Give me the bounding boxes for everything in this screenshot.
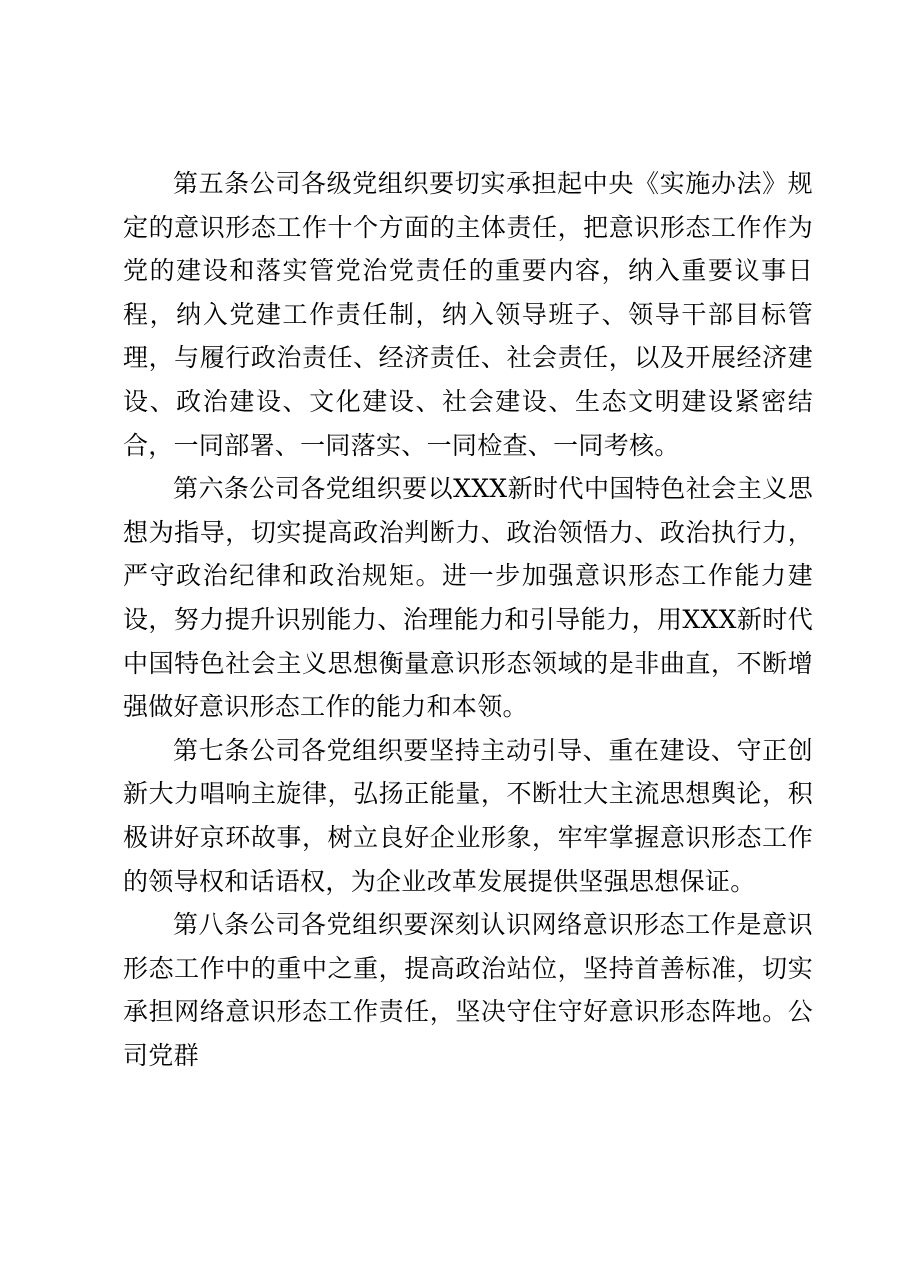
- paragraph-article-6: 第六条公司各党组织要以XXX新时代中国特色社会主义思想为指导，切实提高政治判断力、政治领悟力、政治执行力，严守政治纪律和政治规矩。进一步加强意识形态工作能力建设，努力提升识别能力、治理能力和引导能力，用XXX新时代中国特色社会主义思想衡量意识形态领域的是非曲直，不断增强做好意识形态工作的能力和本领。: [123, 474, 813, 722]
- paragraph-article-5: 第五条公司各级党组织要切实承担起中央《实施办法》规定的意识形态工作十个方面的主体责任，把意识形态工作作为党的建设和落实管党治党责任的重要内容，纳入重要议事日程，纳入党建工作责任制，纳入领导班子、领导干部目标管理，与履行政治责任、经济责任、社会责任，以及开展经济建设、政治建设、文化建设、社会建设、生态文明建设紧密结合，一同部署、一同落实、一同检查、一同考核。: [123, 169, 813, 460]
- paragraph-article-7: 第七条公司各党组织要坚持主动引导、重在建设、守正创新大力唱响主旋律，弘扬正能量，不断壮大主流思想舆论，积极讲好京环故事，树立良好企业形象，牢牢掌握意识形态工作的领导权和话语权，为企业改革发展提供坚强思想保证。: [123, 735, 813, 896]
- paragraph-article-8: 第八条公司各党组织要深刻认识网络意识形态工作是意识形态工作中的重中之重，提高政治站位，坚持首善标准，切实承担网络意识形态工作责任，坚决守住守好意识形态阵地。公司党群: [123, 910, 813, 1070]
- document-body: [123, 162, 813, 1077]
